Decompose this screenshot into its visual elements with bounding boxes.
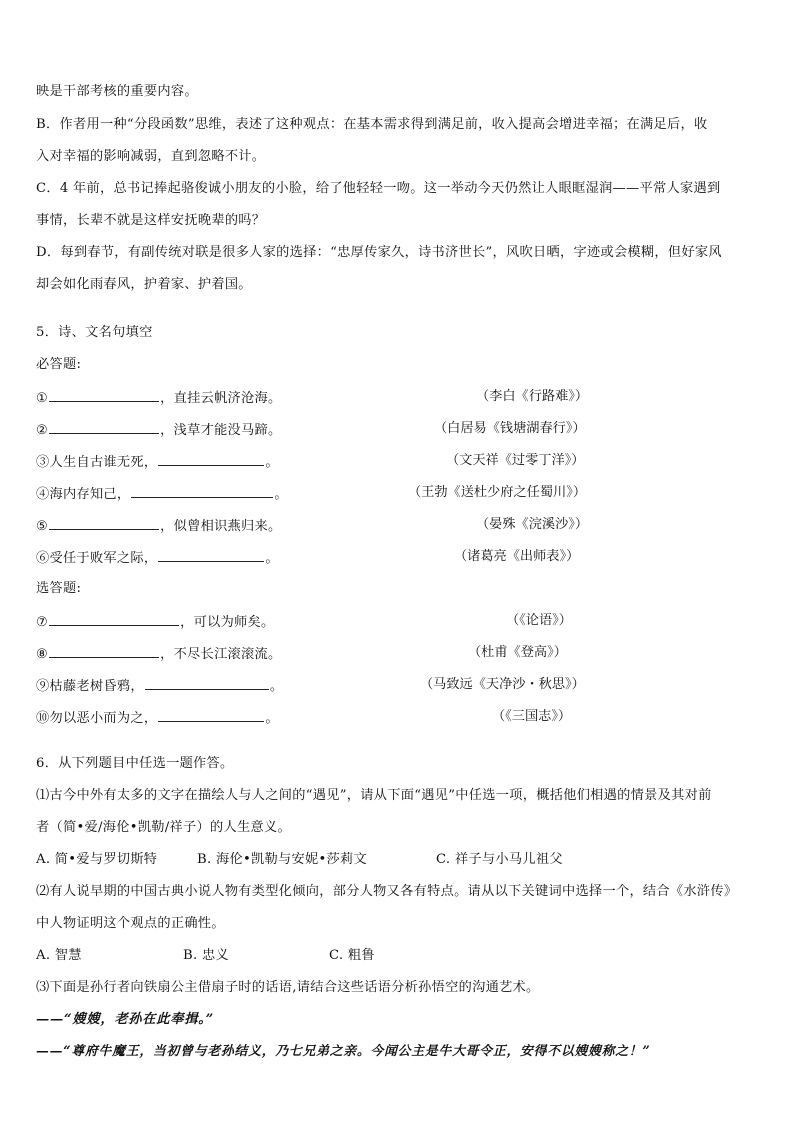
q4-option-c: C．4 年前，总书记捧起骆俊诚小朋友的小脸，给了他轻轻一吻。这一举动今天仍然让人眼眶湿润——平常人家遇到 bbox=[36, 181, 721, 196]
fill-item: ⑨枯藤老树昏鸦， 。 bbox=[36, 679, 284, 694]
q6-prompt-3: ⑶下面是孙行者向铁扇公主借扇子时的话语,请结合这些话语分析孙悟空的沟通艺术。 bbox=[36, 980, 540, 995]
q4-option-c-cont: 事情，长辈不就是这样安抚晚辈的吗？ bbox=[36, 213, 266, 228]
fill-source: （诸葛亮《出师表》） bbox=[454, 549, 580, 564]
q4-option-b: B．作者用一种“分段函数”思维，表述了这种观点：在基本需求得到满足前，收入提高会增进幸福；在满足后，收 bbox=[36, 117, 708, 132]
fill-source: （文天祥《过零丁洋》） bbox=[446, 453, 585, 468]
q6-title: 6．从下列题目中任选一题作答。 bbox=[36, 756, 234, 771]
option-item: B. 海伦•凯勒与安妮•莎莉文 bbox=[197, 852, 368, 867]
option-item: C. 祥子与小马儿祖父 bbox=[436, 852, 563, 867]
fill-item: ⑩勿以恶小而为之， 。 bbox=[36, 711, 279, 726]
q5-title: 5．诗、文名句填空 bbox=[36, 325, 153, 340]
q6-prompt-2: ⑵有人说早期的中国古典小说人物有类型化倾向，部分人物又各有特点。请从以下关键词中选择一个，结合《水浒传》 bbox=[36, 884, 738, 899]
option-item: A. 智慧 bbox=[36, 948, 82, 963]
q5-required-label: 必答题: bbox=[36, 357, 82, 372]
answer-blank[interactable] bbox=[131, 485, 273, 498]
fill-source: （《三国志》） bbox=[492, 709, 572, 724]
q5-optional-label: 选答题: bbox=[36, 581, 82, 596]
fill-item: ⑤ ，似曾相识燕归来。 bbox=[36, 519, 282, 534]
fill-item: ⑦ ，可以为师矣。 bbox=[36, 615, 275, 630]
q6-prompt-2-cont: 中人物证明这个观点的正确性。 bbox=[36, 916, 225, 931]
answer-blank[interactable] bbox=[49, 645, 159, 658]
option-item: B. 忠义 bbox=[183, 948, 229, 963]
answer-blank[interactable] bbox=[158, 453, 264, 466]
quote-line: ——“尊府牛魔王，当初曾与老孙结义，乃七兄弟之亲。今闻公主是牛大哥令正，安得不以嫂嫂称之！” bbox=[36, 1044, 651, 1059]
fill-item: ③人生自古谁无死， 。 bbox=[36, 455, 279, 470]
q4-option-d: D．每到春节，有副传统对联是很多人家的选择：“忠厚传家久，诗书济世长”，风吹日晒，字迹或会模糊，但好家风 bbox=[36, 245, 722, 260]
fill-source: （李白《行路难》） bbox=[476, 389, 589, 404]
q4-option-d-cont: 却会如化雨春风，护着家、护着国。 bbox=[36, 277, 252, 292]
fill-item: ② ，浅草才能没马蹄。 bbox=[36, 423, 282, 438]
fill-source: （白居易《钱塘湖春行》） bbox=[434, 421, 586, 436]
answer-blank[interactable] bbox=[158, 549, 264, 562]
fill-source: （《论语》） bbox=[506, 613, 572, 628]
answer-blank[interactable] bbox=[49, 613, 179, 626]
q6-prompt-1: ⑴古今中外有太多的文字在描绘人与人之间的“遇见”，请从下面“遇见”中任选一项，概括他们相遇的情景及其对前 bbox=[36, 788, 712, 803]
fill-source: （杜甫《登高》） bbox=[468, 645, 567, 660]
quote-line: ——“嫂嫂，老孙在此奉揖。” bbox=[36, 1012, 215, 1027]
fill-item: ⑧ ，不尽长江滚滚流。 bbox=[36, 647, 282, 662]
answer-blank[interactable] bbox=[49, 421, 159, 434]
q4-option-b-cont: 入对幸福的影响减弱，直到忽略不计。 bbox=[36, 149, 266, 164]
fill-item: ⑥受任于败军之际， 。 bbox=[36, 551, 279, 566]
q4-line: 映是干部考核的重要内容。 bbox=[36, 84, 198, 99]
q6-options-1 bbox=[36, 852, 563, 868]
fill-source: （王勃《送杜少府之任蜀川》） bbox=[408, 485, 587, 500]
answer-blank[interactable] bbox=[145, 677, 269, 690]
option-item: A. 简•爱与罗切斯特 bbox=[36, 852, 158, 867]
answer-blank[interactable] bbox=[49, 389, 159, 402]
fill-item: ① ，直挂云帆济沧海。 bbox=[36, 391, 282, 406]
option-item: C. 粗鲁 bbox=[329, 948, 375, 963]
answer-blank[interactable] bbox=[158, 709, 264, 722]
answer-blank[interactable] bbox=[49, 517, 159, 530]
fill-source: （马致远《天净沙・秋思》） bbox=[420, 677, 585, 692]
q6-prompt-1-cont: 者（简•爱/海伦•凯勒/祥子）的人生意义。 bbox=[36, 820, 291, 835]
q6-options-2 bbox=[36, 948, 375, 964]
fill-item: ④海内存知己， 。 bbox=[36, 487, 288, 502]
fill-source: （晏殊《浣溪沙》） bbox=[476, 517, 589, 532]
